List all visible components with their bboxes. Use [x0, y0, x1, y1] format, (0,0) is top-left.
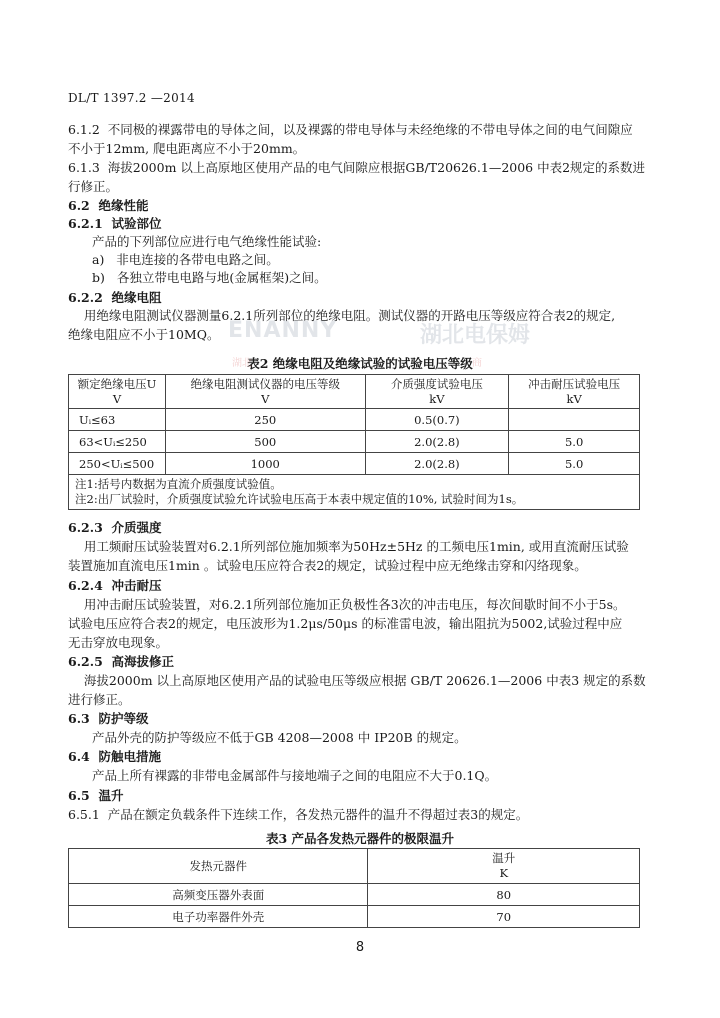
table-cell: 电子功率器件外壳 — [69, 906, 368, 928]
clause-text-cont: 试验电压应符合表2的规定，电压波形为1.2μs/50μs 的标准雷电波，输出阻抗为5002,试验过程中应 — [68, 616, 623, 631]
clause-6-2-2-heading — [68, 288, 660, 307]
list-item-b — [92, 268, 660, 287]
watermark-brand: ENANNY — [228, 318, 338, 343]
clause-6-2-4-body — [68, 595, 660, 652]
table-header — [69, 849, 368, 884]
section-6-4-body: 产品上所有裸露的非带电金属部件与接地端子之间的电阻应不大于0.1Q。 — [92, 768, 498, 783]
clause-text-cont: 不小于12mm, 爬电距离应不小于20mm。 — [68, 141, 306, 156]
table-note-2: 注2:出厂试验时，介质强度试验允许试验电压高于本表中规定值的10%, 试验时间为1s。 — [75, 492, 524, 506]
section-6-4-heading — [68, 747, 660, 766]
table-header-row — [69, 849, 640, 884]
table-row — [69, 884, 640, 906]
table-cell: 5.0 — [509, 431, 640, 453]
clause-6-2-5-body — [68, 671, 660, 709]
table-cell: 500 — [165, 431, 365, 453]
clause-number: 6.2.3 — [68, 520, 103, 535]
header-text: 发热元器件 — [189, 858, 247, 873]
section-title: 温升 — [98, 788, 124, 803]
clause-number: 6.2.2 — [68, 290, 103, 305]
table-cell: 2.0(2.8) — [365, 453, 509, 475]
clause-6-2-5-heading — [68, 652, 660, 671]
clause-6-5-1 — [68, 805, 660, 824]
clause-6-2-1-heading — [68, 214, 660, 233]
table-2 — [68, 374, 640, 510]
section-title: 防触电措施 — [98, 749, 161, 764]
table-row — [69, 431, 640, 453]
clause-text-cont: 行修正。 — [68, 179, 119, 194]
table-cell: 80 — [368, 884, 640, 906]
clause-text: 海拔2000m 以上高原地区使用产品的试验电压等级应根据 GB/T 20626.1—2006 中表3 规定的系数 — [83, 673, 646, 688]
clause-number: 6.1.3 — [68, 160, 100, 175]
clause-number: 6.2.4 — [68, 578, 103, 593]
table-header-row — [69, 375, 640, 409]
list-item-a — [92, 250, 660, 269]
clause-text: 海拔2000m 以上高原地区使用产品的电气间隙应根据GB/T20626.1—2006 中表2规定的系数进 — [107, 160, 646, 175]
table-cell: 70 — [368, 906, 640, 928]
table-notes — [69, 475, 640, 510]
table-cell: 63<Uᵢ≤250 — [69, 431, 166, 453]
clause-title: 冲击耐压 — [111, 578, 162, 593]
watermark-cn: 湖北电保姆 — [420, 323, 531, 348]
header-text: 温升 K — [492, 851, 516, 880]
table-cell — [509, 409, 640, 431]
table-cell: 1000 — [165, 453, 365, 475]
header-text: 冲击耐压试验电压 kV — [528, 376, 621, 406]
clause-text-cont: 进行修正。 — [68, 692, 131, 707]
table-row — [69, 409, 640, 431]
clause-number: 6.2.1 — [68, 216, 103, 231]
table-header — [509, 375, 640, 409]
table-header — [368, 849, 640, 884]
table-cell: 2.0(2.8) — [365, 431, 509, 453]
clause-6-1-3 — [68, 158, 660, 196]
clause-text: 用工频耐压试验装置对6.2.1所列部位施加频率为50Hz±5Hz 的工频电压1min, 或用直流耐压试验 — [83, 539, 629, 554]
watermark-small-right: 商 — [472, 358, 482, 369]
clause-text-cont: 装置施加直流电压1min 。试验电压应符合表2的规定，试验过程中应无绝缘击穿和闪络现象。 — [68, 558, 587, 573]
clause-text-cont: 绝缘电阻应不小于10MQ。 — [68, 327, 220, 342]
header-text: 介质强度试验电压 kV — [390, 376, 483, 406]
page-number: 8 — [355, 940, 365, 955]
table-cell: 高频变压器外表面 — [69, 884, 368, 906]
section-title: 绝缘性能 — [98, 198, 149, 213]
clause-title: 试验部位 — [111, 216, 162, 231]
clause-title: 高海拔修正 — [111, 654, 175, 669]
header-text: 额定绝缘电压U V — [77, 376, 157, 406]
list-marker: a) — [92, 252, 105, 267]
section-number: 6.2 — [68, 198, 90, 213]
clause-6-2-1-intro: 产品的下列部位应进行电气绝缘性能试验: — [92, 234, 322, 249]
watermark-small-left: 湖北 — [232, 358, 252, 369]
section-number: 6.5 — [68, 788, 90, 803]
clause-6-1-2 — [68, 120, 660, 158]
clause-6-2-3-heading — [68, 518, 660, 537]
section-6-3-heading — [68, 709, 660, 728]
clause-6-2-2-body — [68, 306, 660, 344]
section-number: 6.3 — [68, 711, 90, 726]
clause-number: 6.1.2 — [68, 122, 100, 137]
section-6-5-heading — [68, 786, 660, 805]
clause-text: 产品在额定负载条件下连续工作，各发热元器件的温升不得超过表3的规定。 — [107, 807, 529, 822]
header-text: 绝缘电阻测试仪器的电压等级 V — [190, 376, 340, 406]
table-3-caption: 表3 产品各发热元器件的极限温升 — [265, 831, 455, 846]
section-number: 6.4 — [68, 749, 90, 764]
table-header — [69, 375, 166, 409]
table-cell: 250 — [165, 409, 365, 431]
list-text: 非电连接的各带电电路之间。 — [116, 252, 279, 267]
clause-text-cont: 无击穿放电现象。 — [68, 635, 169, 650]
table-2-caption: 表2 绝缘电阻及绝缘试验的试验电压等级 — [247, 356, 473, 371]
clause-text: 用冲击耐压试验装置，对6.2.1所列部位施加正负极性各3次的冲击电压，每次间歇时间不小于5s。 — [83, 597, 626, 612]
table-note-1: 注1:括号内数据为直流介质强度试验值。 — [75, 477, 282, 491]
table-cell: 5.0 — [509, 453, 640, 475]
clause-number: 6.2.5 — [68, 654, 103, 669]
table-header — [365, 375, 509, 409]
table-notes-row — [69, 475, 640, 510]
section-6-3-body: 产品外壳的防护等级应不低于GB 4208—2008 中 IP20B 的规定。 — [92, 730, 467, 745]
table-cell: 250<Uᵢ≤500 — [69, 453, 166, 475]
section-title: 防护等级 — [98, 711, 149, 726]
clause-6-2-3-body — [68, 537, 660, 575]
table-3 — [68, 848, 640, 928]
clause-title: 介质强度 — [111, 520, 162, 535]
list-marker: b) — [92, 270, 105, 285]
table-cell: Uᵢ≤63 — [69, 409, 166, 431]
clause-title: 绝缘电阻 — [111, 290, 162, 305]
list-text: 各独立带电电路与地(金属框架)之间。 — [116, 270, 327, 285]
table-cell: 0.5(0.7) — [365, 409, 509, 431]
section-6-2-heading — [68, 196, 660, 215]
clause-number: 6.5.1 — [68, 807, 100, 822]
standard-header: DL/T 1397.2 —2014 — [68, 91, 195, 105]
clause-text: 用绝缘电阻测试仪器测量6.2.1所列部位的绝缘电阻。测试仪器的开路电压等级应符合表2的规定, — [83, 308, 616, 323]
table-row — [69, 906, 640, 928]
table-row — [69, 453, 640, 475]
clause-text: 不同极的裸露带电的导体之间，以及裸露的带电导体与未经绝缘的不带电导体之间的电气间隙应 — [107, 122, 633, 137]
table-header — [165, 375, 365, 409]
clause-6-2-4-heading — [68, 576, 660, 595]
